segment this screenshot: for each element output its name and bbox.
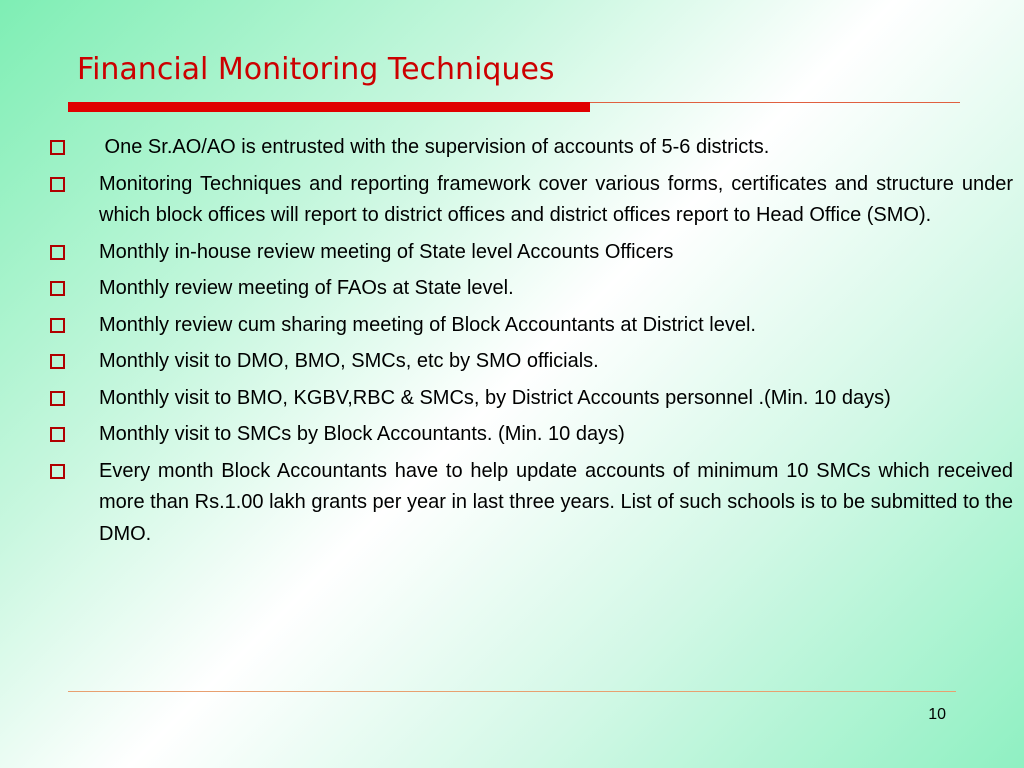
bullet-item <box>48 310 1013 342</box>
bullet-text: Every month Block Accountants have to help update accounts of minimum 10 SMCs which received more than Rs.1.00 lakh grants per year in last three years. List of such schools is to be submitted to the DMO. <box>99 459 1013 545</box>
bullet-text: Monthly review cum sharing meeting of Block Accountants at District level. <box>99 313 756 336</box>
square-bullet-icon <box>50 245 65 260</box>
square-bullet-icon <box>50 427 65 442</box>
square-bullet-icon <box>50 391 65 406</box>
bullet-text: Monthly in-house review meeting of State level Accounts Officers <box>99 240 674 263</box>
square-bullet-icon <box>50 140 65 155</box>
bullet-text: Monitoring Techniques and reporting framework cover various forms, certificates and structure under which block offices will report to district offices and district offices report to Head Office (SMO). <box>99 172 1013 226</box>
title-divider-line <box>590 102 960 103</box>
bullet-list <box>48 132 1013 555</box>
square-bullet-icon <box>50 354 65 369</box>
square-bullet-icon <box>50 177 65 192</box>
bullet-item <box>48 383 1013 415</box>
page-number: 10 <box>928 706 946 723</box>
square-bullet-icon <box>50 318 65 333</box>
bullet-text: Monthly review meeting of FAOs at State level. <box>99 277 514 299</box>
title-accent-bar <box>68 102 590 112</box>
bullet-text: Monthly visit to SMCs by Block Accountants. (Min. 10 days) <box>99 423 625 445</box>
bullet-item <box>48 456 1013 551</box>
bullet-text: One Sr.AO/AO is entrusted with the supervision of accounts of 5-6 districts. <box>99 136 770 158</box>
bullet-text: Monthly visit to BMO, KGBV,RBC & SMCs, by District Accounts personnel .(Min. 10 days) <box>99 386 891 409</box>
bullet-item <box>48 237 1013 269</box>
square-bullet-icon <box>50 464 65 479</box>
slide-title: Financial Monitoring Techniques <box>77 52 555 87</box>
footer-divider-line <box>68 691 956 692</box>
bullet-item <box>48 132 1013 164</box>
square-bullet-icon <box>50 281 65 296</box>
bullet-text: Monthly visit to DMO, BMO, SMCs, etc by SMO officials. <box>99 350 599 372</box>
bullet-item <box>48 419 1013 451</box>
bullet-item <box>48 273 1013 305</box>
bullet-item <box>48 169 1013 232</box>
bullet-item <box>48 346 1013 378</box>
